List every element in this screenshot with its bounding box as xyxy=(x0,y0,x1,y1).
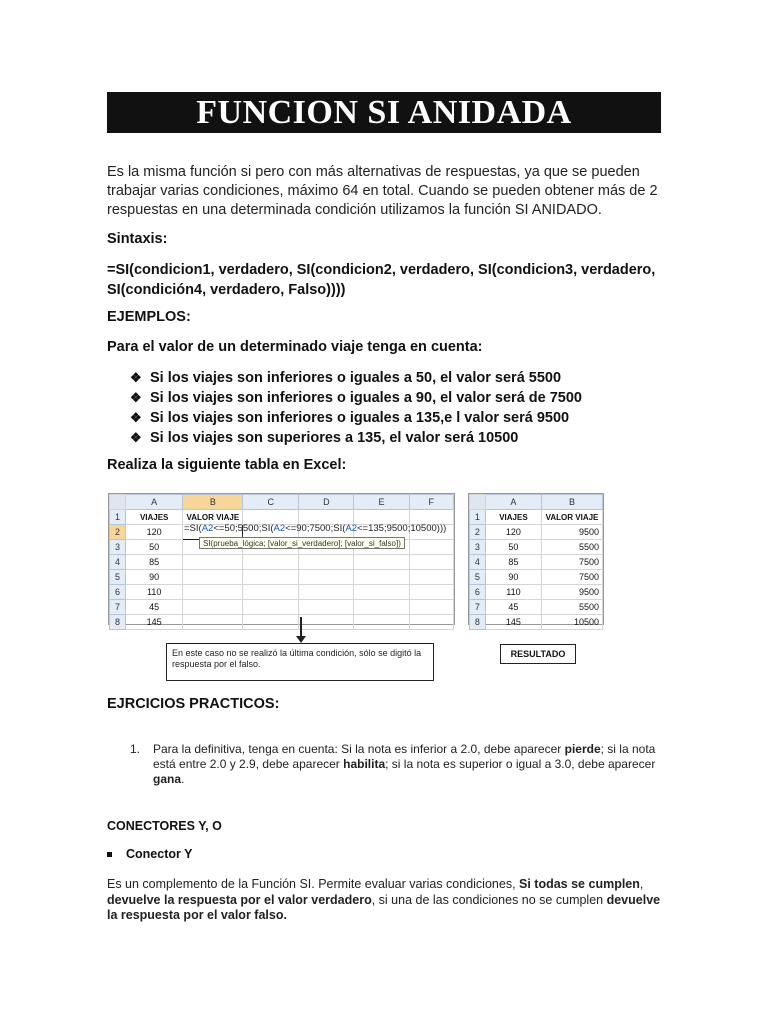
row-header: 6 xyxy=(110,585,126,600)
row-header: 6 xyxy=(470,585,486,600)
list-item: ❖ Si los viajes son superiores a 135, el valor será 10500 xyxy=(130,430,519,446)
conector-y-paragraph: Es un complemento de la Función SI. Permite evaluar varias condiciones, Si todas se cumplen, devuelve la respuesta por el valor verdadero, si una de las condiciones no se cumplen devuelve la respuesta por el valor falso. xyxy=(107,877,661,922)
diamond-bullet-icon: ❖ xyxy=(130,410,142,425)
diamond-bullet-icon: ❖ xyxy=(130,390,142,405)
sintaxis-heading: Sintaxis: xyxy=(107,231,168,247)
note-box: En este caso no se realizó la última condición, sólo se digitó la respuesta por el falso. xyxy=(166,643,434,681)
table-cell: 7500 xyxy=(542,555,603,570)
col-header: A xyxy=(125,495,183,510)
intro-paragraph: Es la misma función si pero con más alternativas de respuestas, ya que se pueden trabajar varias condiciones, máximo 64 en total. Cuando se pueden obtener más de 2 respuestas en una determinada condición utilizamos la función SI ANIDADO. xyxy=(107,164,658,218)
conectores-heading: CONECTORES Y, O xyxy=(107,819,222,833)
row-header: 3 xyxy=(110,540,126,555)
excel-result-screenshot xyxy=(468,493,604,625)
table-cell: 9500 xyxy=(542,525,603,540)
col-header: D xyxy=(299,495,354,510)
realiza-heading: Realiza la siguiente tabla en Excel: xyxy=(107,457,347,473)
ejercicios-heading: EJRCICIOS PRACTICOS: xyxy=(107,696,280,712)
table-cell: 120 xyxy=(485,525,541,540)
row-header: 5 xyxy=(470,570,486,585)
viajes-cell: 90 xyxy=(125,570,183,585)
table-cell: 85 xyxy=(485,555,541,570)
cell-formula: =SI(A2<=50;5500;SI(A2<=90;7500;SI(A2<=135;9500;10500))) xyxy=(184,523,447,534)
row-header: 8 xyxy=(110,615,126,630)
header-cell: VIAJES xyxy=(125,510,183,525)
row-header: 2 xyxy=(110,525,126,540)
col-header: F xyxy=(409,495,453,510)
table-cell: 5500 xyxy=(542,600,603,615)
row-header: 7 xyxy=(110,600,126,615)
viajes-cell: 45 xyxy=(125,600,183,615)
row-header: 1 xyxy=(110,510,126,525)
col-header: B xyxy=(183,495,243,510)
header-cell: VALOR VIAJE xyxy=(183,510,243,525)
header-cell: VALOR VIAJE xyxy=(542,510,603,525)
col-header: E xyxy=(354,495,409,510)
row-header: 3 xyxy=(470,540,486,555)
table-cell: 7500 xyxy=(542,570,603,585)
exercise-item xyxy=(130,742,660,787)
diamond-bullet-icon: ❖ xyxy=(130,370,142,385)
col-header: C xyxy=(243,495,299,510)
table-cell: 90 xyxy=(485,570,541,585)
page-title: FUNCION SI ANIDADA xyxy=(107,92,661,133)
corner-cell xyxy=(470,495,486,510)
table-cell: 145 xyxy=(485,615,541,630)
conector-y-heading: Conector Y xyxy=(107,847,192,861)
list-item: ❖ Si los viajes son inferiores o iguales a 50, el valor será 5500 xyxy=(130,370,562,386)
exercise-text: Para la definitiva, tenga en cuenta: Si la nota es inferior a 2.0, debe aparecer pierde; si la nota está entre 2.0 y 2.9, debe aparecer habilita; si la nota es superior o igual a 3.0, debe aparecer gana. xyxy=(153,742,656,786)
resultado-label: RESULTADO xyxy=(500,644,576,664)
viajes-cell: 145 xyxy=(125,615,183,630)
list-item: ❖ Si los viajes son inferiores o iguales a 135,e l valor será 9500 xyxy=(130,410,570,426)
square-bullet-icon xyxy=(107,852,112,857)
row-header: 1 xyxy=(470,510,486,525)
viajes-cell: 120 xyxy=(125,525,183,540)
row-header: 5 xyxy=(110,570,126,585)
row-header: 8 xyxy=(470,615,486,630)
ejemplos-intro: Para el valor de un determinado viaje tenga en cuenta: xyxy=(107,339,483,355)
table-cell: 110 xyxy=(485,585,541,600)
col-header: A xyxy=(485,495,541,510)
row-header: 4 xyxy=(470,555,486,570)
syntax-formula: =SI(condicion1, verdadero, SI(condicion2, verdadero, SI(condicion3, verdadero, SI(condición4, verdadero, Falso)))) xyxy=(107,262,656,298)
excel-formula-screenshot xyxy=(108,493,455,625)
corner-cell xyxy=(110,495,126,510)
table-cell: 5500 xyxy=(542,540,603,555)
list-number: 1. xyxy=(130,742,141,756)
function-tooltip: SI(prueba_lógica; [valor_si_verdadero]; [valor_si_falso]) xyxy=(199,537,405,549)
example-bullet-list xyxy=(130,368,582,448)
diamond-bullet-icon: ❖ xyxy=(130,430,142,445)
row-header: 7 xyxy=(470,600,486,615)
table-cell: 45 xyxy=(485,600,541,615)
arrow-down-icon xyxy=(296,636,306,643)
table-cell: 9500 xyxy=(542,585,603,600)
viajes-cell: 110 xyxy=(125,585,183,600)
list-item: ❖ Si los viajes son inferiores o iguales a 90, el valor será de 7500 xyxy=(130,390,582,406)
viajes-cell: 85 xyxy=(125,555,183,570)
viajes-cell: 50 xyxy=(125,540,183,555)
ejemplos-heading: EJEMPLOS: xyxy=(107,309,191,325)
table-cell: 50 xyxy=(485,540,541,555)
col-header: B xyxy=(542,495,603,510)
table-cell: 10500 xyxy=(542,615,603,630)
header-cell: VIAJES xyxy=(485,510,541,525)
row-header: 2 xyxy=(470,525,486,540)
row-header: 4 xyxy=(110,555,126,570)
